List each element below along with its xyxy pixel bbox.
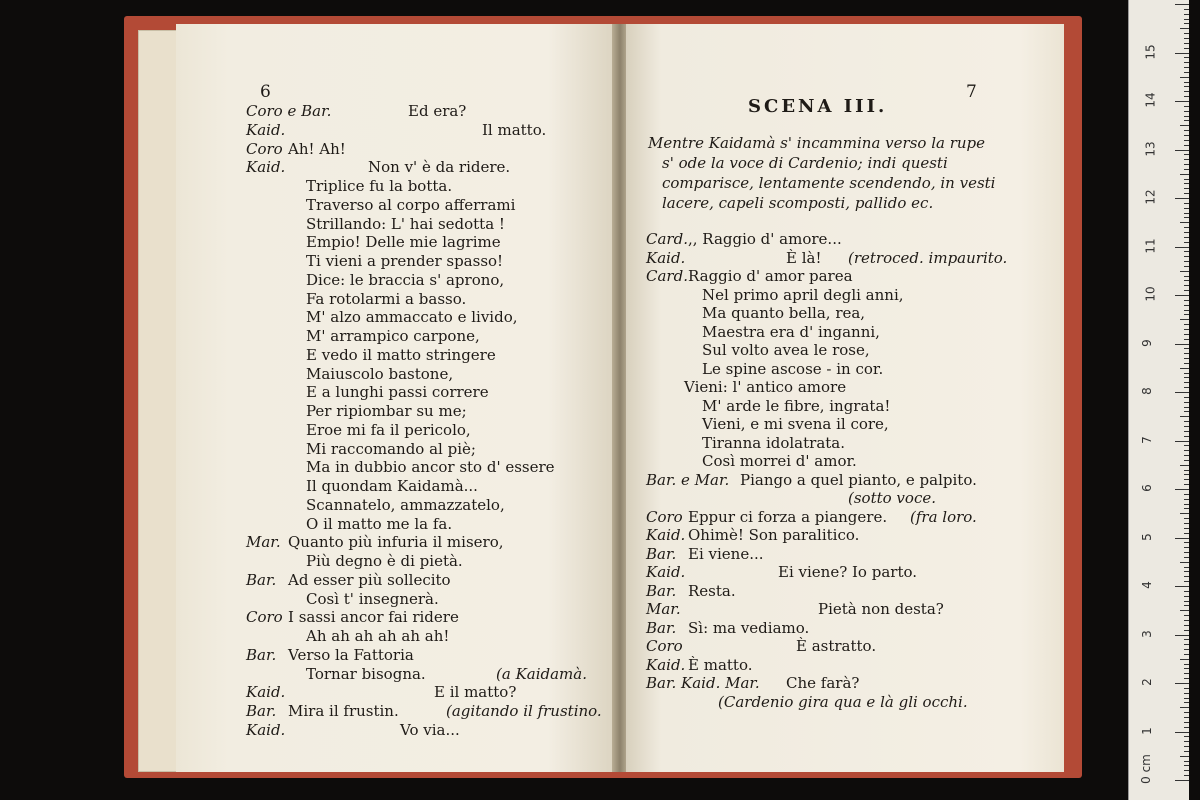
ruler-tick [1175,150,1189,151]
verse-line: Maestra era d' inganni, [702,322,880,341]
ruler-tick [1175,392,1189,393]
ruler-tick [1175,101,1189,102]
speaker-label: Kaid. [646,248,686,267]
speaker-label: Card. [646,267,688,285]
ruler-tick [1184,591,1189,592]
stage-aside: (a Kaidamà. [496,664,587,683]
verse-line: Il matto. [482,120,547,139]
ruler-tick [1184,518,1189,519]
ruler-unit-label: 0 cm [1138,754,1153,784]
ruler-number: 13 [1143,140,1158,157]
ruler-tick [1175,441,1189,442]
verse-line: Dice: le braccia s' aprono, [306,270,505,289]
ruler-tick [1184,455,1189,456]
ruler-tick [1184,324,1189,325]
ruler-number: 11 [1143,237,1158,254]
ruler-tick [1184,620,1189,621]
verse-line: Per ripiombar su me; [306,402,467,420]
ruler-tick [1184,213,1189,214]
ruler-tick [1184,140,1189,141]
ruler-tick [1184,382,1189,383]
stage-aside: (fra loro. [910,507,977,526]
ruler-tick [1184,581,1189,582]
verse-line: E a lunghi passi correre [306,383,489,402]
speaker-label: Bar. [246,570,277,589]
ruler-number: 7 [1139,435,1154,444]
stage-aside: (retroced. impaurito. [848,248,1008,267]
verse-line: Ma quanto bella, rea, [702,304,866,322]
ruler-tick [1175,4,1189,5]
verse-line: Ah! Ah! [288,139,346,158]
verse-line: E il matto? [434,683,517,702]
speaker-label: Bar. [246,645,277,664]
ruler-tick [1184,242,1189,243]
ruler-tick [1184,761,1189,762]
ruler-tick [1184,668,1189,669]
speaker-label: Bar. [646,581,677,600]
ruler-tick [1184,251,1189,252]
ruler-tick [1184,407,1189,408]
ruler-tick [1184,533,1189,534]
ruler-tick [1184,348,1189,349]
speaker-label: Card. [646,230,688,248]
verse-line: Nel primo april degli anni, [702,285,904,304]
ruler-tick [1180,707,1189,708]
verse-line: M' alzo ammaccato e livido, [306,308,518,327]
ruler-tick [1184,552,1189,553]
stage-direction-line: s' ode la voce di Cardenio; indi questi [662,154,948,172]
ruler-tick [1175,295,1189,296]
ruler-tick [1184,188,1189,189]
verse-line: È matto. [688,655,753,674]
ruler-tick [1184,217,1189,218]
ruler-tick [1184,227,1189,228]
ruler-tick [1180,416,1189,417]
ruler-tick [1184,9,1189,10]
verse-line: Così t' insegnerà. [306,589,439,608]
verse-line: Maiuscolo bastone, [306,364,454,383]
ruler-tick [1184,86,1189,87]
speaker-label: Bar. [246,702,277,720]
ruler-number: 6 [1139,484,1154,492]
ruler-tick [1184,712,1189,713]
speaker-label: Bar. Kaid. Mar. [646,674,760,692]
stage-direction-line: Mentre Kaidamà s' incammina verso la rupe [648,134,986,152]
ruler-tick [1184,310,1189,311]
ruler-tick [1184,436,1189,437]
ruler-tick [1184,373,1189,374]
ruler-tick [1184,67,1189,68]
ruler-tick [1175,635,1189,636]
ruler-tick [1184,290,1189,291]
ruler-tick [1184,547,1189,548]
speaker-label: Coro [646,507,683,526]
verse-line: Le spine ascose - in cor. [702,359,884,378]
ruler-tick [1184,33,1189,34]
ruler-tick [1175,198,1189,199]
verse-line: Triplice fu la botta. [306,177,453,195]
ruler-number: 4 [1139,581,1154,589]
ruler-tick [1184,111,1189,112]
speaker-label: Kaid. [646,526,686,544]
verse-line: Vieni: l' antico amore [684,378,847,396]
verse-line: Vieni, e mi svena il core, [702,415,889,433]
ruler-tick [1184,91,1189,92]
ruler-tick [1184,363,1189,364]
verse-line: Non v' è da ridere. [368,158,511,177]
ruler-number: 10 [1143,286,1158,302]
ruler-tick [1175,344,1189,345]
ruler-tick [1184,411,1189,412]
stage-direction-line: comparisce, lentamente scendendo, in vesti [662,174,996,192]
verse-line: O il matto me la fa. [306,514,453,533]
ruler-tick [1184,14,1189,15]
verse-line: Eroe mi fa il pericolo, [306,420,471,439]
ruler-tick [1184,402,1189,403]
verse-line: Il quondam Kaidamà... [306,477,478,495]
left-page [176,24,614,772]
page-number-right: 7 [966,82,977,102]
ruler-tick [1180,174,1189,175]
speaker-label: Bar. e Mar. [646,470,730,489]
ruler-tick [1175,538,1189,539]
ruler-tick [1184,576,1189,577]
verse-line: Ad esser più sollecito [288,570,451,589]
verse-line: Tornar bisogna. [306,664,426,683]
ruler-tick [1184,741,1189,742]
ruler-tick [1184,120,1189,121]
ruler-tick [1184,329,1189,330]
ruler-tick [1184,397,1189,398]
ruler-tick [1184,130,1189,131]
verse-line: Pietà non desta? [818,600,944,618]
verse-line: Ah ah ah ah ah ah! [306,627,450,645]
ruler-tick [1184,358,1189,359]
ruler-number: 3 [1139,629,1154,638]
ruler-tick [1184,232,1189,233]
speaker-label: Coro [246,139,283,158]
verse-line: Ma in dubbio ancor sto d' essere [306,458,555,477]
speaker-label: Kaid. [246,683,286,702]
verse-line: M' arrampico carpone, [306,327,480,345]
verse-line: M' arde le fibre, ingrata! [702,396,891,415]
verse-line: Traverso al corpo afferrami [306,195,516,214]
verse-line: Sì: ma vediamo. [688,618,810,637]
verse-line: Sul volto avea le rose, [702,341,870,359]
ruler-tick [1184,664,1189,665]
ruler-number: 14 [1143,92,1158,108]
ruler-tick [1180,271,1189,272]
ruler-tick [1184,116,1189,117]
ruler-tick [1184,48,1189,49]
ruler-tick [1184,314,1189,315]
ruler-tick [1184,765,1189,766]
ruler-tick [1184,542,1189,543]
ruler-tick [1180,659,1189,660]
ruler-tick [1184,300,1189,301]
ruler-tick [1184,722,1189,723]
ruler-tick [1184,605,1189,606]
ruler-tick [1184,43,1189,44]
ruler-tick [1184,183,1189,184]
verse-line: Strillando: L' hai sedotta ! [306,214,505,233]
ruler-tick [1184,460,1189,461]
ruler-number: 9 [1139,338,1154,347]
ruler-tick [1184,625,1189,626]
ruler-tick [1184,334,1189,335]
ruler-tick [1184,145,1189,146]
speaker-label: Coro e Bar. [246,102,332,120]
ruler-tick [1184,276,1189,277]
ruler-number: 2 [1139,678,1154,686]
ruler-tick [1184,154,1189,155]
ruler-number: 5 [1139,532,1154,541]
ruler-tick [1175,489,1189,490]
ruler-tick [1180,562,1189,563]
speaker-label: Bar. [646,618,677,637]
ruler-tick [1184,508,1189,509]
ruler-tick [1184,106,1189,107]
ruler-tick [1184,571,1189,572]
ruler-tick [1180,756,1189,757]
ruler-tick [1184,285,1189,286]
ruler-tick [1184,57,1189,58]
ruler-tick [1180,513,1189,514]
ruler-tick [1180,222,1189,223]
verse-line: Ohimè! Son paralitico. [688,526,860,544]
ruler-tick [1184,630,1189,631]
ruler-number: 8 [1139,387,1154,395]
ruler-tick [1175,780,1189,781]
ruler-tick [1184,62,1189,63]
ruler-tick [1184,688,1189,689]
speaker-label: Mar. [246,533,281,552]
ruler-tick [1184,82,1189,83]
ruler-tick [1175,53,1189,54]
ruler-tick [1184,474,1189,475]
ruler-tick [1180,77,1189,78]
verse-line: I sassi ancor fai ridere [288,608,459,627]
ruler-tick [1184,339,1189,340]
ruler-tick [1184,717,1189,718]
ruler-tick [1184,484,1189,485]
verse-line: Ed era? [408,102,467,120]
verse-line: Più degno è di pietà. [306,552,463,570]
ruler-number: 15 [1143,43,1158,60]
ruler-tick [1184,159,1189,160]
ruler-tick [1184,528,1189,529]
ruler-tick [1184,601,1189,602]
speaker-label: Kaid. [246,120,286,139]
verse-line: È là! [786,248,822,267]
verse-line: Eppur ci forza a piangere. [688,507,888,526]
ruler-tick [1184,431,1189,432]
ruler-tick [1184,256,1189,257]
ruler-tick [1184,770,1189,771]
ruler-tick [1184,557,1189,558]
speaker-label: Kaid. [646,655,686,674]
stage-direction-line: lacere, capeli scomposti, pallido ec. [662,194,934,212]
verse-line: Che farà? [786,674,860,692]
ruler-tick [1184,377,1189,378]
ruler-tick [1184,470,1189,471]
ruler-tick [1184,499,1189,500]
ruler-tick [1184,673,1189,674]
verse-line: Scannatelo, ammazzatelo, [306,495,505,514]
ruler-number: 1 [1139,726,1154,735]
verse-line: Resta. [688,581,736,600]
verse-line: Quanto più infuria il misero, [288,533,504,552]
speaker-label: Kaid. [246,158,286,177]
ruler-tick [1184,421,1189,422]
speaker-label: Kaid. [246,720,286,739]
scene-heading: SCENA III. [748,96,888,117]
ruler-tick [1184,751,1189,752]
ruler-tick [1175,683,1189,684]
verse-line: Tiranna idolatrata. [702,433,845,452]
ruler-number: 12 [1143,189,1158,205]
ruler-tick [1184,445,1189,446]
ruler-tick [1180,610,1189,611]
ruler-tick [1184,96,1189,97]
stage-aside: (sotto voce. [848,489,936,507]
ruler-tick [1184,479,1189,480]
verse-line: ,, Raggio d' amore... [688,230,842,248]
ruler-tick [1180,465,1189,466]
ruler-tick [1175,247,1189,248]
stage-aside: (agitando il frustino. [446,702,602,720]
ruler-tick [1184,193,1189,194]
ruler-tick [1184,280,1189,281]
ruler-tick [1175,732,1189,733]
verse-line: Raggio d' amor parea [688,267,853,285]
speaker-label: Coro [246,608,283,627]
ruler-tick [1184,237,1189,238]
ruler-tick [1184,450,1189,451]
ruler-tick [1184,693,1189,694]
verse-line: Così morrei d' amor. [702,452,857,470]
ruler-tick [1184,494,1189,495]
verse-line: Mi raccomando al piè; [306,439,476,458]
ruler-tick [1184,38,1189,39]
ruler-tick [1184,179,1189,180]
ruler-tick [1184,23,1189,24]
ruler-tick [1184,504,1189,505]
ruler-tick [1184,261,1189,262]
measurement-ruler [1128,0,1189,800]
ruler-tick [1184,736,1189,737]
ruler-tick [1184,305,1189,306]
ruler-tick [1184,164,1189,165]
right-page [626,24,1064,772]
verse-line: Vo via... [400,720,460,739]
ruler-tick [1184,523,1189,524]
page-number-left: 6 [260,82,271,102]
ruler-tick [1184,208,1189,209]
ruler-tick [1175,586,1189,587]
ruler-tick [1184,727,1189,728]
ruler-tick [1180,368,1189,369]
ruler-tick [1184,639,1189,640]
verse-line: Piango a quel pianto, e palpito. [740,470,977,489]
ruler-tick [1184,649,1189,650]
ruler-tick [1184,169,1189,170]
verse-line: Empio! Delle mie lagrime [306,233,501,252]
ruler-tick [1184,203,1189,204]
ruler-tick [1184,615,1189,616]
ruler-tick [1184,353,1189,354]
ruler-tick [1184,387,1189,388]
verse-line: Ei viene... [688,544,764,563]
verse-line: Fa rotolarmi a basso. [306,289,467,308]
verse-line: Mira il frustin. [288,702,399,720]
ruler-tick [1180,319,1189,320]
ruler-tick [1184,426,1189,427]
ruler-tick [1184,644,1189,645]
ruler-tick [1184,135,1189,136]
verse-line: Ti vieni a prender spasso! [306,252,504,270]
verse-line: E vedo il matto stringere [306,345,496,364]
speaker-label: Coro [646,637,683,655]
ruler-tick [1184,746,1189,747]
verse-line: È astratto. [796,637,877,655]
stage-aside: (Cardenio gira qua e là gli occhi. [718,692,968,711]
ruler-tick [1180,28,1189,29]
ruler-tick [1184,654,1189,655]
speaker-label: Bar. [646,544,677,563]
ruler-tick [1184,567,1189,568]
ruler-tick [1184,702,1189,703]
speaker-label: Mar. [646,600,681,618]
ruler-tick [1184,678,1189,679]
ruler-tick [1184,266,1189,267]
ruler-tick [1180,125,1189,126]
ruler-tick [1184,19,1189,20]
ruler-tick [1184,775,1189,776]
ruler-tick [1184,72,1189,73]
verse-line: Ei viene? Io parto. [778,563,918,581]
ruler-tick [1184,698,1189,699]
verse-line: Verso la Fattoria [288,645,414,664]
ruler-tick [1184,596,1189,597]
speaker-label: Kaid. [646,563,686,581]
